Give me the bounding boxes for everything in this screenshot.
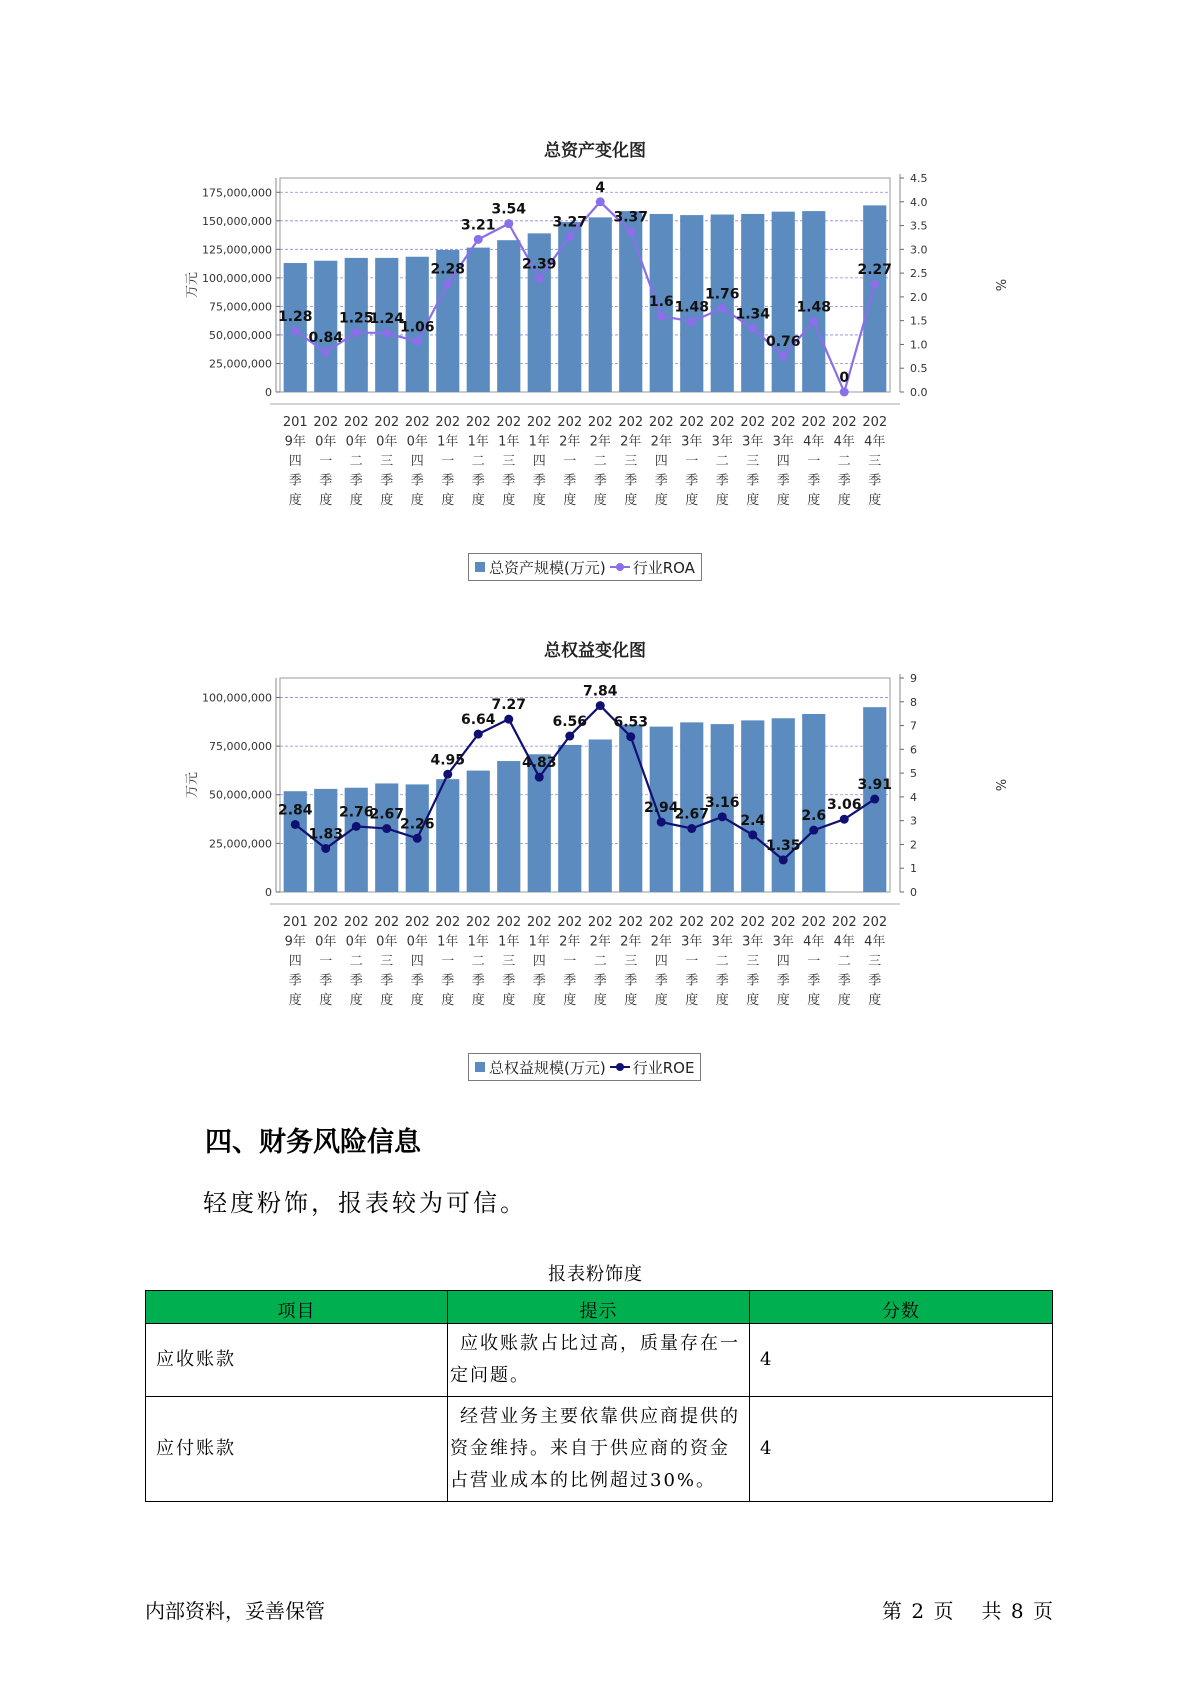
line-point bbox=[504, 715, 513, 724]
line-point bbox=[535, 773, 544, 782]
x-tick-label: 202 0年一季度 bbox=[313, 915, 339, 1008]
x-tick-label: 202 1年四季度 bbox=[526, 915, 552, 1008]
table-caption: 报表粉饰度 bbox=[548, 1264, 643, 1285]
line-point bbox=[687, 317, 696, 326]
y2-axis-title: % bbox=[992, 778, 1007, 792]
line-point bbox=[870, 280, 879, 289]
x-tick-label: 202 2年四季度 bbox=[648, 915, 674, 1008]
header-item: 项目 bbox=[146, 1291, 448, 1324]
y2-tick-label: 2 bbox=[910, 838, 917, 852]
line-point bbox=[718, 812, 727, 821]
line-point bbox=[565, 232, 574, 241]
line-point bbox=[535, 274, 544, 283]
data-label: 3.21 bbox=[460, 217, 496, 234]
y-tick-label: 25,000,000 bbox=[209, 357, 272, 371]
data-label: 4.95 bbox=[430, 752, 466, 769]
y2-axis-title: % bbox=[992, 278, 1007, 292]
y-tick-label: 100,000,000 bbox=[202, 691, 272, 705]
header-hint: 提示 bbox=[448, 1291, 750, 1324]
line-point bbox=[748, 830, 757, 839]
line-point bbox=[809, 317, 818, 326]
data-label: 1.76 bbox=[704, 286, 740, 303]
x-tick-label: 202 1年二季度 bbox=[465, 915, 491, 1008]
x-tick-label: 202 2年一季度 bbox=[557, 415, 583, 508]
line-point bbox=[840, 815, 849, 824]
page-number: 第 2 页 共 8 页 bbox=[882, 1599, 1053, 1623]
line-point bbox=[382, 824, 391, 833]
line-point bbox=[596, 197, 605, 206]
legend-label-equity: 总权益规模(万元) bbox=[489, 1058, 606, 1077]
data-label: 2.67 bbox=[369, 806, 405, 823]
line-point bbox=[870, 795, 879, 804]
footer-note: 内部资料，妥善保管 bbox=[145, 1599, 325, 1623]
x-tick-label: 202 4年一季度 bbox=[801, 415, 827, 508]
data-label: 1.24 bbox=[369, 311, 405, 328]
chart-legend bbox=[468, 1053, 701, 1081]
cell-item: 应付账款 bbox=[146, 1397, 448, 1502]
data-label: 1.48 bbox=[674, 299, 710, 316]
line-point bbox=[626, 732, 635, 741]
data-label: 3.06 bbox=[826, 797, 862, 814]
x-tick-label: 202 2年四季度 bbox=[648, 415, 674, 508]
line-point bbox=[474, 235, 483, 244]
x-tick-label: 202 0年二季度 bbox=[343, 915, 369, 1008]
data-label: 0 bbox=[839, 370, 850, 386]
x-tick-label: 202 3年二季度 bbox=[709, 915, 735, 1008]
legend-label-roe: 行业ROE bbox=[632, 1058, 695, 1077]
y-tick-label: 150,000,000 bbox=[202, 214, 272, 228]
data-label: 1.28 bbox=[277, 309, 313, 326]
y-axis-title: 万元 bbox=[185, 271, 200, 299]
data-label: 1.83 bbox=[308, 826, 344, 843]
y2-tick-label: 1.5 bbox=[910, 314, 928, 328]
cell-score: 4 bbox=[750, 1397, 1053, 1502]
y2-tick-label: 1 bbox=[910, 862, 917, 876]
data-label: 2.26 bbox=[399, 816, 435, 833]
plot-area bbox=[277, 178, 893, 392]
line-point bbox=[504, 219, 513, 228]
y-tick-label: 125,000,000 bbox=[202, 243, 272, 257]
x-tick-label: 202 3年四季度 bbox=[770, 915, 796, 1008]
y2-tick-label: 1.0 bbox=[910, 338, 928, 352]
table-row bbox=[146, 1324, 1053, 1397]
line-point bbox=[626, 227, 635, 236]
line-point bbox=[779, 351, 788, 360]
x-tick-label: 201 9年四季度 bbox=[282, 915, 308, 1008]
line-point bbox=[474, 730, 483, 739]
y2-tick-label: 0.5 bbox=[910, 362, 928, 376]
y-tick-label: 175,000,000 bbox=[202, 186, 272, 200]
y2-tick-label: 3.5 bbox=[910, 219, 928, 233]
cell-item: 应收账款 bbox=[146, 1324, 448, 1397]
x-tick-label: 202 0年三季度 bbox=[374, 915, 400, 1008]
x-tick-label: 202 1年二季度 bbox=[465, 415, 491, 508]
total-equity-chart bbox=[160, 640, 1030, 1100]
data-label: 4.83 bbox=[521, 755, 557, 772]
data-label: 2.6 bbox=[801, 808, 827, 825]
line-point bbox=[748, 324, 757, 333]
data-label: 3.54 bbox=[491, 201, 527, 218]
data-label: 6.53 bbox=[613, 714, 649, 731]
data-label: 2.28 bbox=[430, 261, 466, 278]
x-tick-label: 202 2年二季度 bbox=[587, 415, 613, 508]
x-tick-label: 202 0年二季度 bbox=[343, 415, 369, 508]
data-label: 1.06 bbox=[399, 319, 435, 336]
data-label: 1.48 bbox=[796, 299, 832, 316]
data-label: 6.64 bbox=[460, 712, 496, 729]
y-tick-label: 100,000,000 bbox=[202, 271, 272, 285]
data-label: 1.6 bbox=[648, 293, 674, 310]
bar bbox=[345, 788, 368, 892]
x-tick-label: 201 9年四季度 bbox=[282, 415, 308, 508]
line-point bbox=[291, 327, 300, 336]
x-tick-label: 202 3年四季度 bbox=[770, 415, 796, 508]
y2-tick-label: 4.0 bbox=[910, 195, 928, 209]
data-label: 2.27 bbox=[857, 262, 893, 279]
y2-tick-label: 2.0 bbox=[910, 290, 928, 304]
bar-legend-swatch bbox=[475, 1062, 485, 1072]
y2-tick-label: 0 bbox=[910, 886, 917, 899]
y2-tick-label: 5 bbox=[910, 767, 917, 781]
bar bbox=[772, 212, 795, 392]
x-tick-label: 202 1年三季度 bbox=[496, 915, 522, 1008]
table-header-row bbox=[146, 1291, 1053, 1324]
y2-tick-label: 7 bbox=[910, 719, 917, 733]
y2-tick-label: 4.5 bbox=[910, 172, 928, 185]
bar bbox=[711, 215, 734, 392]
line-point bbox=[413, 337, 422, 346]
x-tick-label: 202 3年一季度 bbox=[679, 915, 705, 1008]
y2-tick-label: 3 bbox=[910, 814, 917, 828]
line-point bbox=[809, 826, 818, 835]
line-point bbox=[565, 732, 574, 741]
y-tick-label: 75,000,000 bbox=[209, 300, 272, 314]
bar bbox=[802, 714, 825, 892]
data-label: 4 bbox=[595, 179, 606, 196]
x-tick-label: 202 3年三季度 bbox=[740, 415, 766, 508]
y2-tick-label: 0.0 bbox=[910, 386, 928, 399]
data-label: 2.76 bbox=[338, 804, 374, 821]
y-tick-label: 50,000,000 bbox=[209, 328, 272, 342]
x-tick-label: 202 3年三季度 bbox=[740, 915, 766, 1008]
y2-tick-label: 4 bbox=[910, 790, 917, 804]
y2-tick-label: 3.0 bbox=[910, 243, 928, 257]
cell-hint: 应收账款占比过高，质量存在一定问题。 bbox=[448, 1324, 750, 1397]
y2-tick-label: 8 bbox=[910, 695, 917, 709]
data-label: 3.37 bbox=[613, 209, 649, 226]
data-label: 2.4 bbox=[740, 812, 766, 829]
bar bbox=[772, 718, 795, 892]
line-point bbox=[443, 279, 452, 288]
x-tick-label: 202 2年三季度 bbox=[618, 415, 644, 508]
x-tick-label: 202 0年三季度 bbox=[374, 415, 400, 508]
y2-tick-label: 2.5 bbox=[910, 267, 928, 281]
risk-table bbox=[145, 1290, 1053, 1502]
cell-score: 4 bbox=[750, 1324, 1053, 1397]
bar bbox=[589, 739, 612, 892]
x-tick-label: 202 3年一季度 bbox=[679, 415, 705, 508]
line-point bbox=[840, 388, 849, 397]
line-point bbox=[382, 329, 391, 338]
line-point bbox=[443, 770, 452, 779]
x-tick-label: 202 2年二季度 bbox=[587, 915, 613, 1008]
chart-title: 总权益变化图 bbox=[544, 641, 646, 661]
x-tick-label: 202 1年三季度 bbox=[496, 415, 522, 508]
x-tick-label: 202 4年三季度 bbox=[862, 415, 888, 508]
bar bbox=[497, 761, 520, 892]
chart-legend bbox=[468, 553, 702, 581]
bar bbox=[741, 720, 764, 892]
x-tick-label: 202 4年三季度 bbox=[862, 915, 888, 1008]
data-label: 6.56 bbox=[552, 714, 588, 731]
bar bbox=[619, 725, 642, 892]
x-tick-label: 202 1年一季度 bbox=[435, 415, 461, 508]
x-tick-label: 202 4年一季度 bbox=[801, 915, 827, 1008]
data-label: 2.67 bbox=[674, 806, 710, 823]
y-axis-title: 万元 bbox=[185, 771, 200, 799]
data-label: 2.94 bbox=[643, 800, 679, 817]
y-tick-label: 0 bbox=[265, 886, 272, 899]
x-tick-label: 202 4年二季度 bbox=[831, 915, 857, 1008]
x-tick-label: 202 1年一季度 bbox=[435, 915, 461, 1008]
table-row bbox=[146, 1397, 1053, 1502]
bar bbox=[589, 217, 612, 392]
line-point bbox=[718, 304, 727, 313]
cell-hint: 经营业务主要依靠供应商提供的资金维持。来自于供应商的资金占营业成本的比例超过30%。 bbox=[448, 1397, 750, 1502]
line-point bbox=[413, 834, 422, 843]
line-point bbox=[321, 348, 330, 357]
x-tick-label: 202 2年一季度 bbox=[557, 915, 583, 1008]
total-assets-chart-svg bbox=[160, 140, 1030, 600]
data-label: 1.35 bbox=[765, 837, 801, 854]
data-label: 3.16 bbox=[704, 794, 740, 811]
plot-area bbox=[277, 678, 893, 892]
bar bbox=[558, 745, 581, 892]
legend-label-roa: 行业ROA bbox=[632, 558, 695, 577]
line-point bbox=[657, 311, 666, 320]
x-tick-label: 202 2年三季度 bbox=[618, 915, 644, 1008]
total-equity-chart-svg bbox=[160, 640, 1030, 1100]
line-point bbox=[291, 820, 300, 829]
y-tick-label: 0 bbox=[265, 386, 272, 399]
section-summary: 轻度粉饰，报表较为可信。 bbox=[203, 1189, 527, 1217]
line-point bbox=[321, 844, 330, 853]
section-title: 四、财务风险信息 bbox=[205, 1127, 421, 1158]
data-label: 7.84 bbox=[582, 683, 618, 700]
data-label: 3.27 bbox=[552, 214, 588, 231]
x-tick-label: 202 0年四季度 bbox=[404, 915, 430, 1008]
x-tick-label: 202 0年一季度 bbox=[313, 415, 339, 508]
data-label: 2.84 bbox=[277, 802, 313, 819]
bar bbox=[375, 783, 398, 892]
line-point bbox=[779, 855, 788, 864]
x-tick-label: 202 3年二季度 bbox=[709, 415, 735, 508]
data-label: 1.25 bbox=[338, 310, 374, 327]
line-point bbox=[352, 328, 361, 337]
y2-tick-label: 9 bbox=[910, 672, 917, 685]
line-legend-swatch bbox=[610, 562, 630, 572]
line-point bbox=[352, 822, 361, 831]
bar bbox=[497, 240, 520, 392]
bar bbox=[619, 211, 642, 392]
line-point bbox=[687, 824, 696, 833]
bar bbox=[863, 205, 886, 392]
line-point bbox=[657, 818, 666, 827]
x-tick-label: 202 4年二季度 bbox=[831, 415, 857, 508]
data-label: 1.34 bbox=[735, 306, 771, 323]
data-label: 7.27 bbox=[491, 697, 527, 714]
data-label: 0.76 bbox=[765, 333, 801, 350]
bar bbox=[314, 261, 337, 392]
chart-title: 总资产变化图 bbox=[544, 141, 646, 161]
x-tick-label: 202 1年四季度 bbox=[526, 415, 552, 508]
y-tick-label: 50,000,000 bbox=[209, 788, 272, 802]
x-tick-label: 202 0年四季度 bbox=[404, 415, 430, 508]
data-label: 3.91 bbox=[857, 777, 893, 794]
bar bbox=[741, 214, 764, 392]
bar bbox=[436, 779, 459, 892]
line-point bbox=[596, 701, 605, 710]
bar-legend-swatch bbox=[475, 562, 485, 572]
y-tick-label: 25,000,000 bbox=[209, 837, 272, 851]
header-score: 分数 bbox=[750, 1291, 1053, 1324]
y-tick-label: 75,000,000 bbox=[209, 740, 272, 754]
data-label: 2.39 bbox=[521, 256, 557, 273]
data-label: 0.84 bbox=[308, 330, 344, 347]
total-assets-chart bbox=[160, 140, 1030, 600]
line-legend-swatch bbox=[610, 1062, 630, 1072]
bar bbox=[467, 248, 490, 392]
legend-label-assets: 总资产规模(万元) bbox=[489, 558, 606, 577]
bar bbox=[467, 771, 490, 892]
y2-tick-label: 6 bbox=[910, 743, 917, 757]
